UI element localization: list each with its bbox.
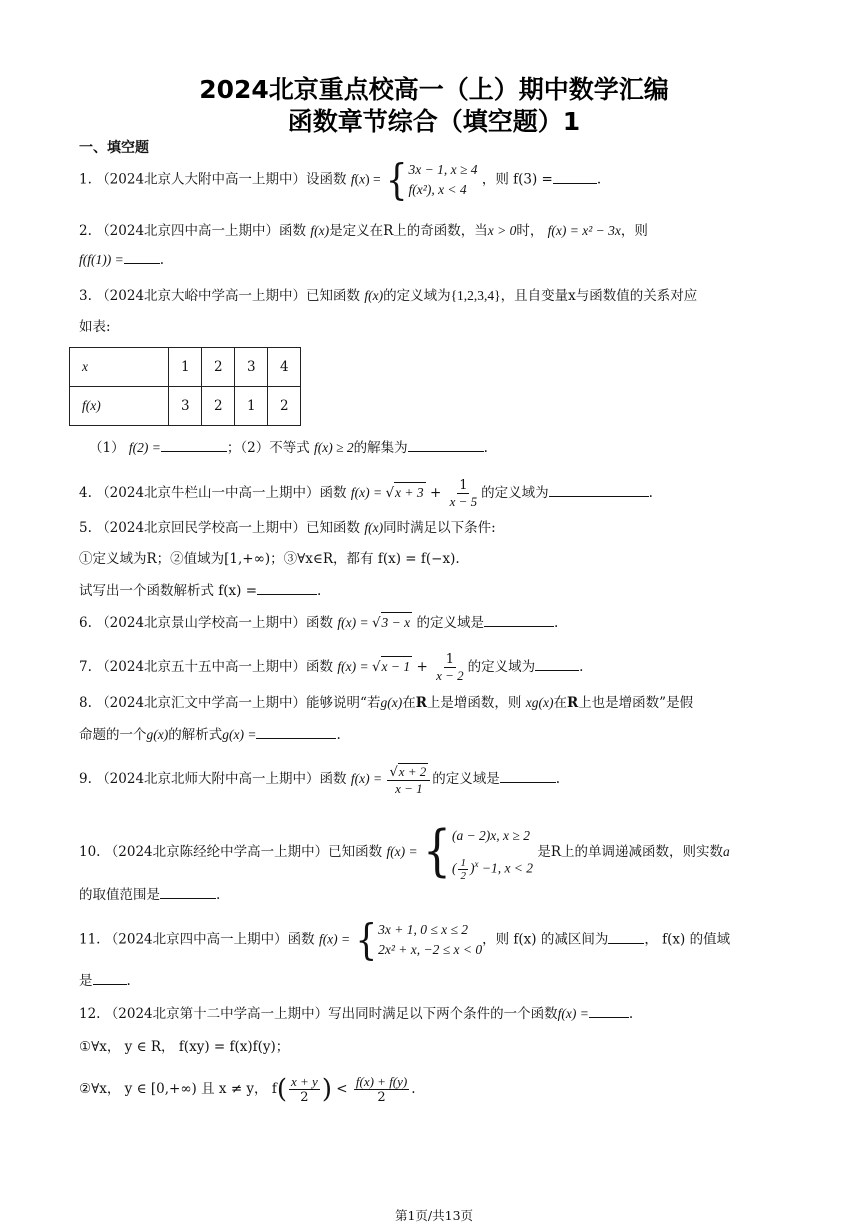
- question-4: 4. （2024北京牛栏山一中高一上期中）函数 f(x) = √x + 3 + $\frac{1}{x - 5}$ 的定义域为 .: [79, 478, 653, 509]
- table-cell: x: [70, 348, 169, 387]
- question-6: 6. （2024北京景山学校高一上期中）函数 f(x) = √3 − x 的定义域是 .: [79, 612, 558, 633]
- question-12-cond1: ①∀x， y ∈ R， f(xy) = f(x)f(y)；: [79, 1039, 290, 1055]
- section-heading: 一、填空题: [79, 140, 149, 156]
- table-cell: 1: [235, 387, 268, 426]
- page-footer: 第1页/共13页: [394, 1208, 474, 1223]
- answer-blank: [553, 169, 597, 184]
- answer-blank: [500, 768, 556, 783]
- question-5-cond: ①定义域为R；②值域为[1,+∞)；③∀x∈R，都有 f(x) = f(−x).: [79, 551, 460, 567]
- answer-blank: [256, 724, 336, 739]
- question-10: 10. （2024北京陈经纶中学高一上期中）已知函数 f(x) = { (a − 2)x, x ≥ 2 ( $\frac{1}{2}$ )$^x$ −1, x < 2 是R上的单调递减函数，则实数a: [79, 819, 730, 884]
- question-10-cont: 的取值范围是 .: [79, 884, 220, 905]
- question-source: （2024北京人大附中高一上期中）设函数: [96, 171, 347, 188]
- question-11: 11. （2024北京四中高一上期中）函数 f(x) = { 3x + 1, 0 ≤ x ≤ 2 2x² + x, −2 ≤ x < 0 ，则 f(x) 的减区间为 ， f(x) 的值域: [79, 915, 731, 965]
- question-3-cont: 如表:: [79, 319, 111, 335]
- table-cell: 3: [169, 387, 202, 426]
- value-table: [69, 347, 301, 426]
- page-title: 2024北京重点校高一（上）期中数学汇编: [199, 75, 669, 104]
- table-cell: 1: [169, 348, 202, 387]
- answer-blank: [608, 929, 644, 944]
- question-2: 2. （2024北京四中高一上期中）函数 f(x)是定义在R上的奇函数，当x > 0时， f(x) = x² − 3x，则: [79, 223, 648, 239]
- answer-blank: [408, 437, 484, 452]
- question-7: 7. （2024北京五十五中高一上期中）函数 f(x) = √x − 1 + $\frac{1}{x - 2}$ 的定义域为 .: [79, 652, 584, 683]
- table-cell: 2: [268, 387, 301, 426]
- answer-blank: [257, 580, 317, 595]
- question-12: 12. （2024北京第十二中学高一上期中）写出同时满足以下两个条件的一个函数f(x) = .: [79, 1003, 633, 1024]
- table-row: [70, 348, 301, 387]
- answer-blank: [484, 612, 554, 627]
- answer-blank: [160, 884, 216, 899]
- answer-blank: [161, 437, 227, 452]
- answer-blank: [535, 656, 579, 671]
- question-9: 9. （2024北京北师大附中高一上期中）函数 f(x) = $\frac{√x + 2}{x - 1}$ 的定义域是 .: [79, 764, 561, 796]
- question-3: 3. （2024北京大峪中学高一上期中）已知函数 f(x)的定义域为{1,2,3,4}，且自变量x与函数值的关系对应: [79, 288, 698, 304]
- table-cell: 2: [202, 387, 235, 426]
- question-11-cont: 是 .: [79, 970, 131, 991]
- answer-blank: [93, 970, 127, 985]
- question-2-cont: f(f(1)) = .: [79, 249, 164, 270]
- answer-blank: [589, 1003, 629, 1018]
- question-8: 8. （2024北京汇文中学高一上期中）能够说明“若g(x)在R上是增函数，则 xg(x)在R上也是增函数”是假: [79, 695, 694, 711]
- table-cell: 3: [235, 348, 268, 387]
- answer-blank: [549, 482, 649, 497]
- question-number: 1.: [79, 171, 92, 188]
- question-8-cont: 命题的一个g(x)的解析式g(x) = .: [79, 724, 341, 745]
- table-cell: 4: [268, 348, 301, 387]
- piecewise-function: { (a − 2)x, x ≥ 2 ( $\frac{1}{2}$ )$^x$ −1, x < 2: [422, 819, 534, 884]
- question-1: 1. （2024北京人大附中高一上期中）设函数 f(x) = { 3x − 1, x ≥ 4 f(x²), x < 4 ，则 f(3) = .: [79, 155, 602, 205]
- table-cell: 2: [202, 348, 235, 387]
- answer-blank: [124, 249, 160, 264]
- table-cell: f(x): [70, 387, 169, 426]
- page-subtitle: 函数章节综合（填空题）1: [287, 107, 581, 136]
- question-5: 5. （2024北京回民学校高一上期中）已知函数 f(x)同时满足以下条件:: [79, 520, 496, 536]
- piecewise-function: { 3x + 1, 0 ≤ x ≤ 2 2x² + x, −2 ≤ x < 0: [355, 915, 483, 965]
- question-3-sub: （1） f(2) = ；（2）不等式 f(x) ≥ 2的解集为 .: [89, 437, 488, 458]
- piecewise-function: { 3x − 1, x ≥ 4 f(x²), x < 4: [385, 155, 478, 205]
- question-12-cond2: ②∀x， y ∈ [0,+∞) 且 x ≠ y， f( $\frac{x + y}{2}$ ) < $\frac{f(x) + f(y)}{2}$ .: [79, 1074, 416, 1105]
- question-5-ask: 试写出一个函数解析式 f(x) = .: [79, 580, 321, 601]
- table-row: [70, 387, 301, 426]
